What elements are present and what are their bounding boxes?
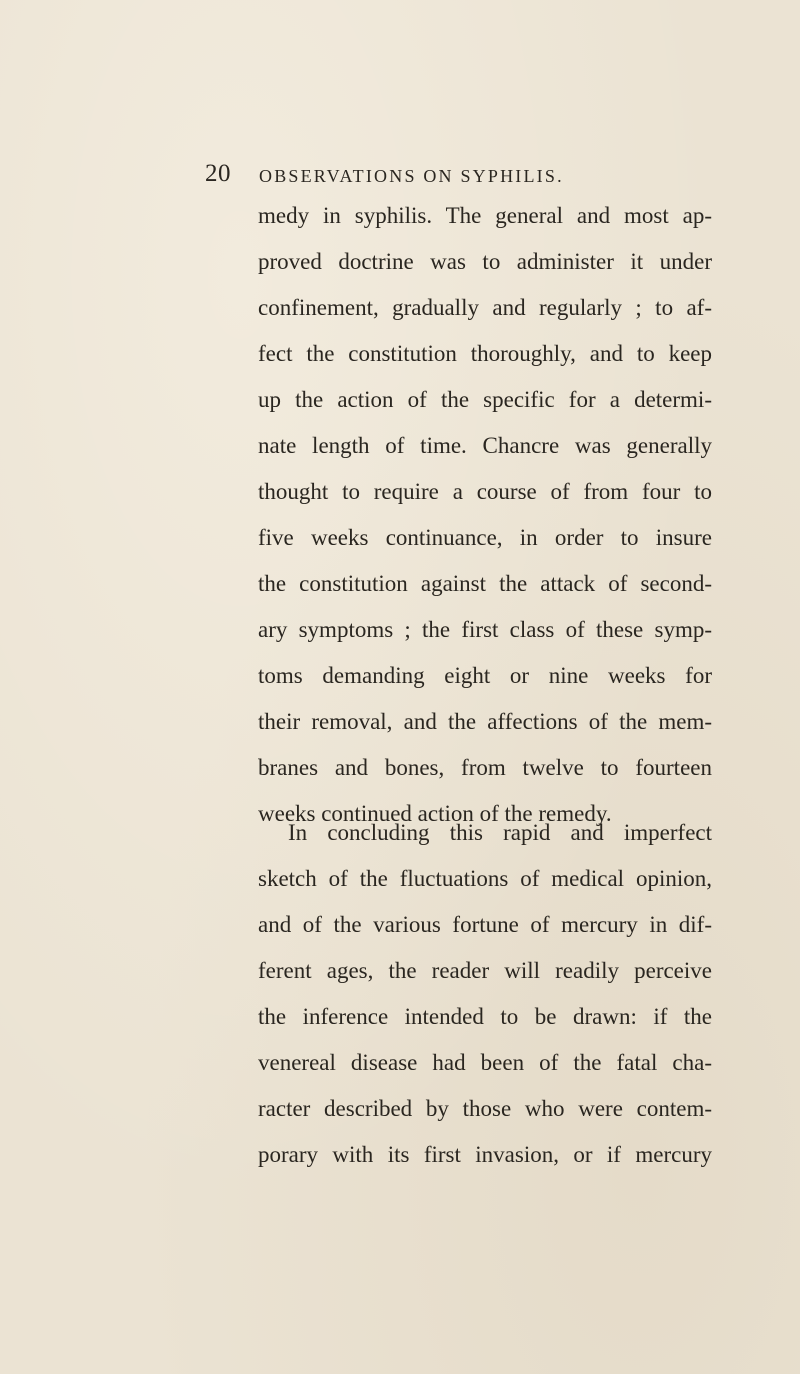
text-line: thought to require a course of from four to	[258, 479, 712, 504]
text-line: ary symptoms ; the first class of these symp-	[258, 617, 712, 642]
text-line: nate length of time. Chancre was generally	[258, 433, 712, 458]
text-line: medy in syphilis. The general and most ap-	[258, 203, 712, 228]
text-line: porary with its first invasion, or if mercury	[258, 1142, 712, 1167]
page-number: 20	[205, 160, 231, 187]
text-line: five weeks continuance, in order to insure	[258, 525, 712, 550]
text-line: the inference intended to be drawn: if the	[258, 1004, 712, 1029]
text-line: up the action of the specific for a determi-	[258, 387, 712, 412]
text-line: branes and bones, from twelve to fourteen	[258, 755, 712, 780]
text-line: toms demanding eight or nine weeks for	[258, 663, 712, 688]
text-line: racter described by those who were contem-	[258, 1096, 712, 1121]
text-line: their removal, and the affections of the mem-	[258, 709, 712, 734]
text-line: sketch of the fluctuations of medical opinion,	[258, 866, 712, 891]
paragraph-1	[258, 193, 712, 837]
text-line: and of the various fortune of mercury in dif-	[258, 912, 712, 937]
text-line: venereal disease had been of the fatal cha-	[258, 1050, 712, 1075]
paragraph-2	[258, 810, 712, 1178]
running-head: OBSERVATIONS ON SYPHILIS.	[259, 166, 564, 186]
text-line: ferent ages, the reader will readily perceive	[258, 958, 712, 983]
text-line: confinement, gradually and regularly ; to af-	[258, 295, 712, 320]
text-line: proved doctrine was to administer it under	[258, 249, 712, 274]
text-line: weeks continued action of the remedy.	[258, 801, 612, 826]
text-line: In concluding this rapid and imperfect	[288, 820, 712, 845]
text-line: the constitution against the attack of second-	[258, 571, 712, 596]
page-header	[205, 160, 665, 192]
text-line: fect the constitution thoroughly, and to keep	[258, 341, 712, 366]
